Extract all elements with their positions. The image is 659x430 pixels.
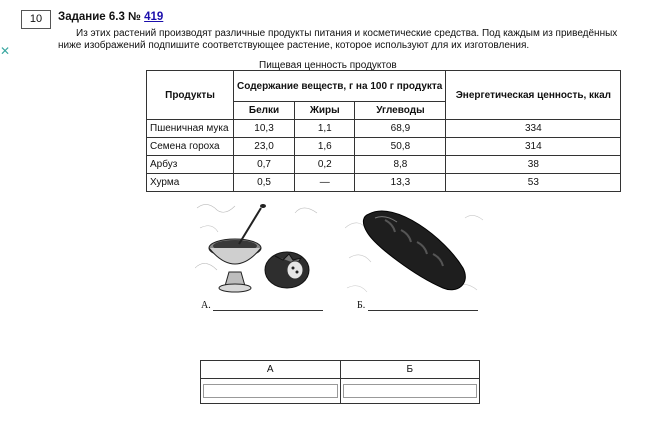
close-icon[interactable]: ✕	[0, 44, 11, 58]
row-name: Пшеничная мука	[147, 120, 234, 138]
header-energy: Энергетическая ценность, ккал	[446, 71, 621, 120]
row-energy: 53	[446, 174, 621, 192]
figure-b-answer-line	[368, 300, 478, 311]
row-proteins: 0,7	[234, 156, 295, 174]
row-fats: —	[295, 174, 355, 192]
figure-b-label: Б.	[357, 300, 366, 311]
table-caption: Пищевая ценность продуктов	[259, 60, 397, 71]
table-row	[147, 174, 621, 192]
figure-a-image	[195, 198, 325, 306]
row-fats: 1,1	[295, 120, 355, 138]
header-content: Содержание веществ, г на 100 г продукта	[234, 71, 446, 102]
task-id-link[interactable]: 419	[144, 11, 164, 23]
row-energy: 314	[446, 138, 621, 156]
table-row	[147, 120, 621, 138]
answer-cell-a	[201, 379, 341, 404]
answer-table	[200, 360, 480, 404]
task-text: Из этих растений производят различные продукты питания и косметические средства. Под каждым из приведённых ниже изображений подпишите соответствующее растение, которое используют для их изготовления.	[58, 28, 618, 51]
row-fats: 1,6	[295, 138, 355, 156]
figure-a-caption	[201, 300, 323, 311]
answer-cell-b	[340, 379, 480, 404]
row-carbs: 68,9	[355, 120, 446, 138]
header-proteins: Белки	[234, 102, 295, 120]
row-name: Семена гороха	[147, 138, 234, 156]
figure-a-answer-line	[213, 300, 323, 311]
task-number: 10	[21, 10, 51, 29]
row-proteins: 0,5	[234, 174, 295, 192]
row-fats: 0,2	[295, 156, 355, 174]
figure-b-image	[345, 198, 490, 306]
header-carbs: Углеводы	[355, 102, 446, 120]
row-energy: 334	[446, 120, 621, 138]
row-proteins: 10,3	[234, 120, 295, 138]
row-proteins: 23,0	[234, 138, 295, 156]
row-carbs: 50,8	[355, 138, 446, 156]
answer-header-b: Б	[340, 361, 480, 379]
figure-b-caption	[357, 300, 478, 311]
header-products: Продукты	[147, 71, 234, 120]
header-fats: Жиры	[295, 102, 355, 120]
row-name: Арбуз	[147, 156, 234, 174]
row-carbs: 13,3	[355, 174, 446, 192]
answer-header-a: А	[201, 361, 341, 379]
row-energy: 38	[446, 156, 621, 174]
table-row	[147, 156, 621, 174]
row-name: Хурма	[147, 174, 234, 192]
task-title-prefix: Задание 6.3 №	[58, 11, 141, 23]
nutrition-table	[146, 70, 621, 192]
row-carbs: 8,8	[355, 156, 446, 174]
answer-b-input[interactable]	[343, 384, 478, 398]
table-row	[147, 138, 621, 156]
figure-a-label: А.	[201, 300, 211, 311]
answer-a-input[interactable]	[203, 384, 338, 398]
task-title	[58, 11, 163, 23]
